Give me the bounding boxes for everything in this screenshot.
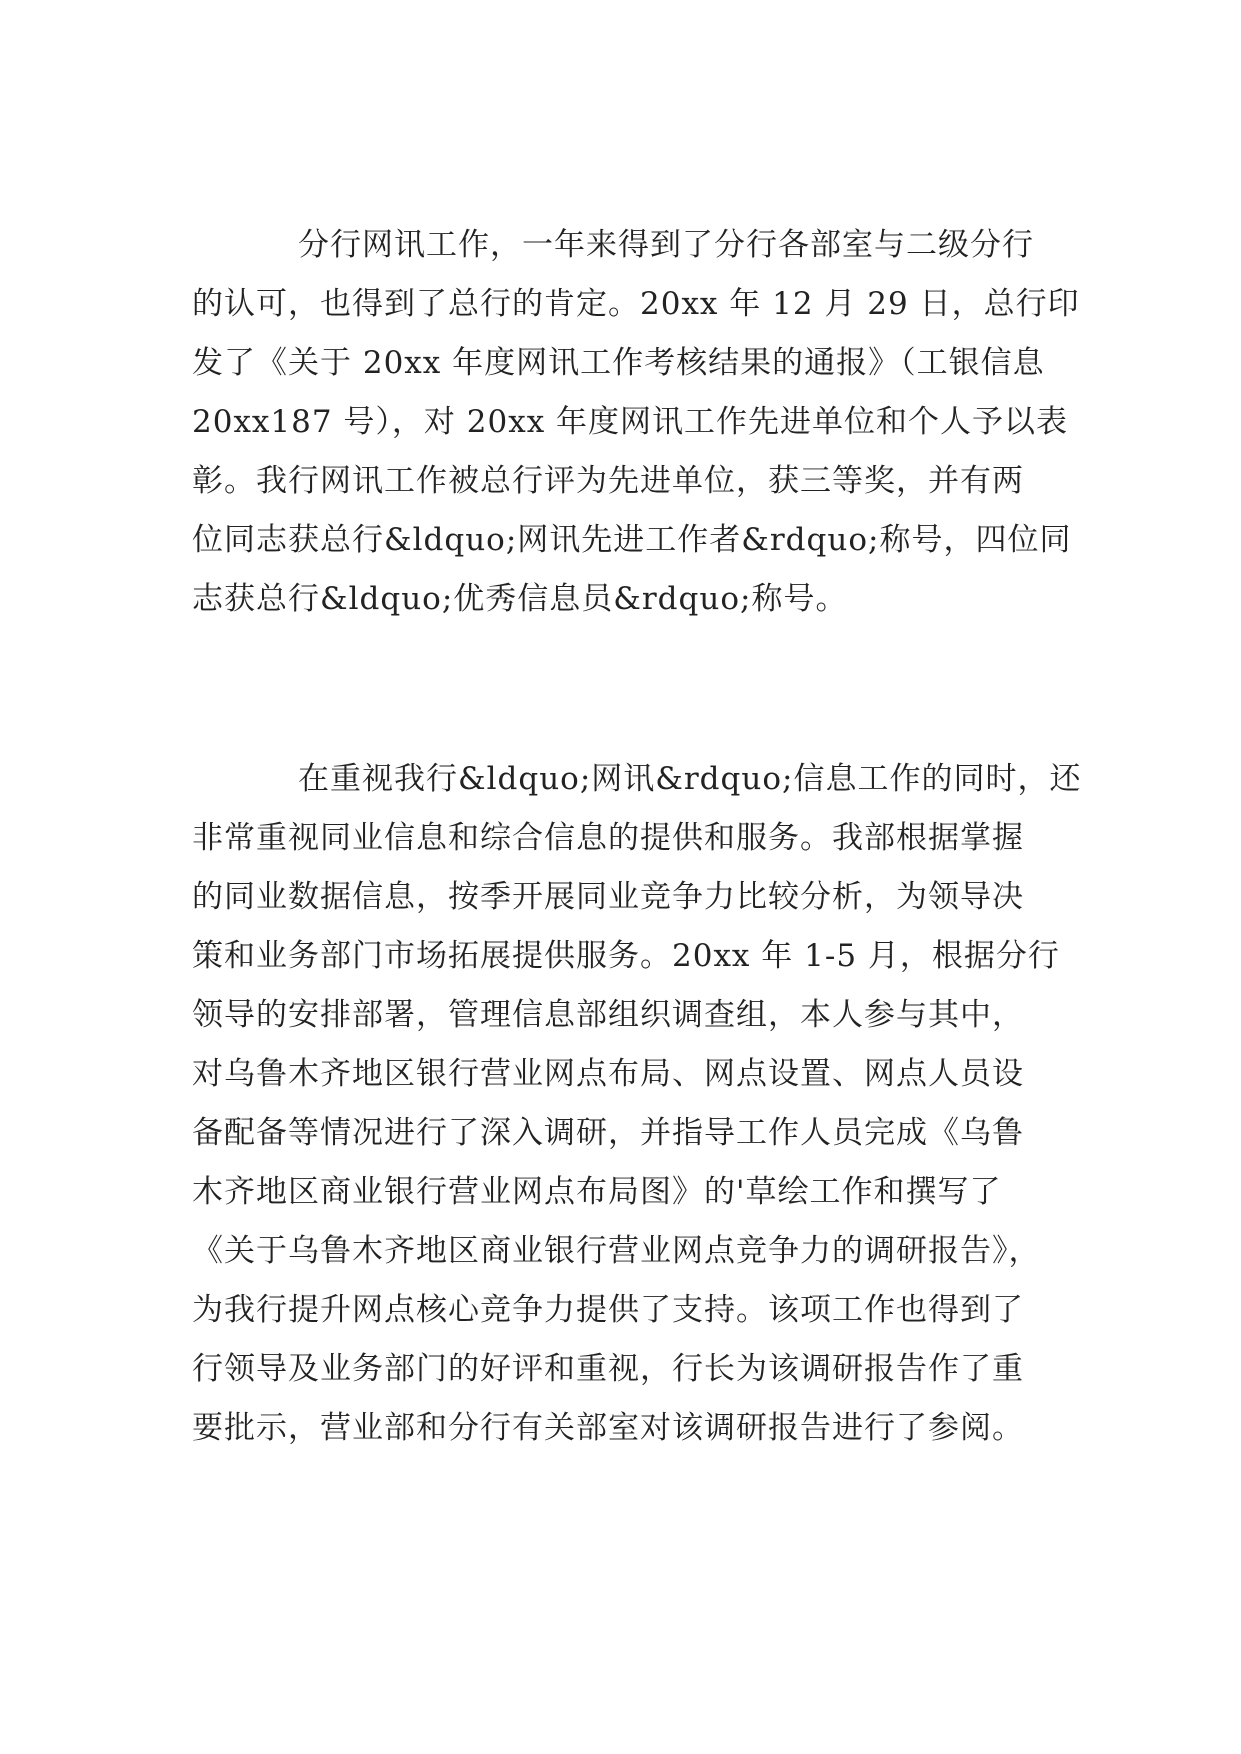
paragraph-line: 在重视我行&ldquo;网讯&rdquo;信息工作的同时，还: [298, 761, 1082, 797]
paragraph-line: 要批示，营业部和分行有关部室对该调研报告进行了参阅。: [192, 1410, 1024, 1446]
paragraph-line: 位同志获总行&ldquo;网讯先进工作者&rdquo;称号，四位同: [192, 522, 1072, 558]
paragraph-line: 分行网讯工作，一年来得到了分行各部室与二级分行: [298, 227, 1034, 263]
paragraph-line: 的认可，也得到了总行的肯定。20xx 年 12 月 29 日，总行印: [192, 286, 1080, 322]
paragraph-line: 备配备等情况进行了深入调研，并指导工作人员完成《乌鲁: [192, 1115, 1024, 1151]
paragraph-2: [192, 750, 1082, 1458]
paragraph-line: 彰。我行网讯工作被总行评为先进单位，获三等奖，并有两: [192, 463, 1024, 499]
paragraph-1: [192, 216, 1080, 629]
paragraph-line: 策和业务部门市场拓展提供服务。20xx 年 1-5 月，根据分行: [192, 938, 1060, 974]
paragraph-line: 行领导及业务部门的好评和重视，行长为该调研报告作了重: [192, 1351, 1024, 1387]
paragraph-line: 非常重视同业信息和综合信息的提供和服务。我部根据掌握: [192, 820, 1024, 856]
paragraph-line: 《关于乌鲁木齐地区商业银行营业网点竞争力的调研报告》，: [192, 1233, 1041, 1269]
paragraph-line: 木齐地区商业银行营业网点布局图》的'草绘工作和撰写了: [192, 1174, 1002, 1210]
paragraph-line: 对乌鲁木齐地区银行营业网点布局、网点设置、网点人员设: [192, 1056, 1024, 1092]
paragraph-line: 发了《关于 20xx 年度网讯工作考核结果的通报》（工银信息: [192, 345, 1045, 381]
paragraph-line: 20xx187 号），对 20xx 年度网讯工作先进单位和个人予以表: [192, 404, 1069, 440]
paragraph-line: 领导的安排部署，管理信息部组织调查组，本人参与其中，: [192, 997, 1024, 1033]
paragraph-line: 志获总行&ldquo;优秀信息员&rdquo;称号。: [192, 581, 848, 617]
paragraph-line: 的同业数据信息，按季开展同业竞争力比较分析，为领导决: [192, 879, 1024, 915]
paragraph-line: 为我行提升网点核心竞争力提供了支持。该项工作也得到了: [192, 1292, 1024, 1328]
